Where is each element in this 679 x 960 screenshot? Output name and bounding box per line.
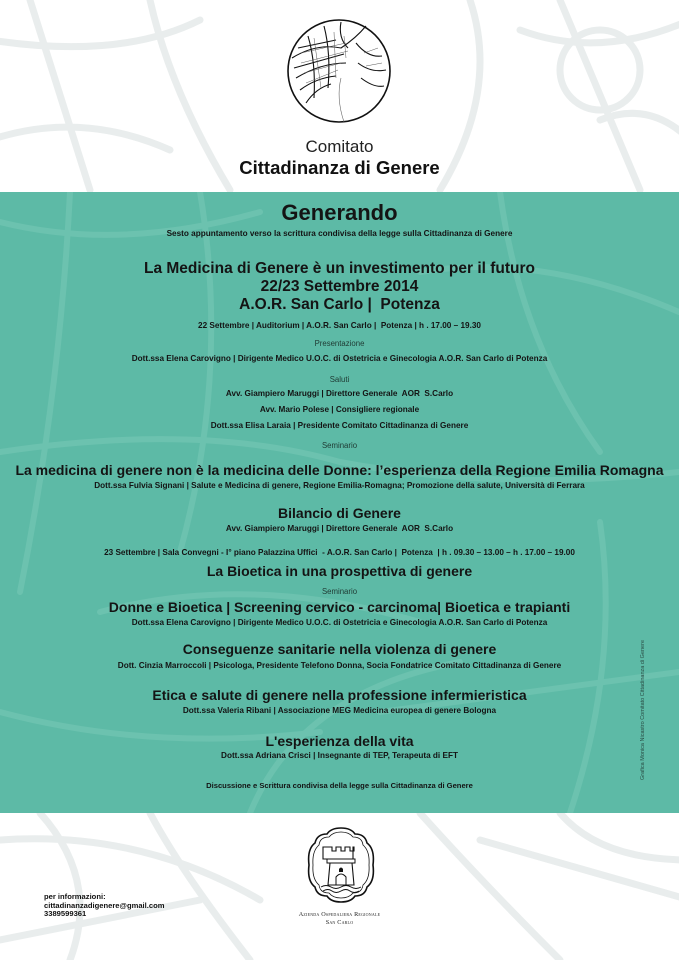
seminario-label: Seminario: [321, 587, 358, 596]
seal-caption-line1: Azienda Ospedaliera Regionale: [298, 911, 381, 918]
graphic-credit: Grafica Monica Nicastro Comitato Cittadinanza di Genere: [640, 639, 646, 780]
saluti-item: Avv. Giampiero Maruggi | Direttore Generale AOR S.Carlo: [225, 389, 454, 398]
event-dates: 22/23 Settembre 2014: [260, 278, 419, 295]
talk-title: Etica e salute di genere nella professione infermieristica: [152, 687, 527, 703]
talk-speaker: Dott.ssa Valeria Ribani | Associazione MEG Medicina europea di genere Bologna: [182, 706, 497, 715]
closing-note: Discussione e Scrittura condivisa della legge sulla Cittadinanza di Genere: [206, 781, 473, 790]
program-band: [0, 192, 679, 813]
saluti-label: Saluti: [329, 375, 350, 384]
seal-caption-line2: San Carlo: [325, 919, 354, 926]
org-name-line2: Cittadinanza di Genere: [239, 157, 440, 178]
talk-title: Donne e Bioetica | Screening cervico - carcinoma| Bioetica e trapianti: [108, 599, 571, 615]
day1-info: 22 Settembre | Auditorium | A.O.R. San Carlo | Potenza | h . 17.00 – 19.30: [198, 321, 481, 330]
city-map-globe-icon: [286, 18, 392, 124]
saluti-item: Dott.ssa Elisa Laraia | Presidente Comitato Cittadinanza di Genere: [210, 421, 469, 430]
castle-tower-seal-icon: [305, 825, 377, 905]
talk-speaker: Dott. Cinzia Marroccoli | Psicologa, Presidente Telefono Donna, Socia Fondatrice Comitato Cittadinanza di Genere: [117, 661, 562, 670]
day2-theme: La Bioetica in una prospettiva di genere: [206, 563, 473, 579]
talk-title: La medicina di genere non è la medicina delle Donne: l’esperienza della Regione Emilia Romagna: [15, 462, 664, 478]
talk-speaker: Avv. Giampiero Maruggi | Direttore Generale AOR S.Carlo: [225, 524, 454, 533]
talk-title: Bilancio di Genere: [278, 505, 401, 521]
saluti-item: Avv. Mario Polese | Consigliere regionale: [259, 405, 420, 414]
presentazione-label: Presentazione: [314, 339, 365, 348]
event-subtitle: Sesto appuntamento verso la scrittura condivisa della legge sulla Cittadinanza di Genere: [166, 229, 513, 238]
talk-speaker: Dott.ssa Adriana Crisci | Insegnante di TEP, Terapeuta di EFT: [221, 751, 458, 760]
org-name-line1: Comitato: [305, 137, 374, 156]
header: [0, 0, 679, 192]
event-venue: A.O.R. San Carlo | Potenza: [239, 296, 440, 313]
talk-title: L'esperienza della vita: [265, 733, 414, 749]
day2-info: 23 Settembre | Sala Convegni - I° piano Palazzina Uffici - A.O.R. San Carlo | Potenza | h . 09.30 – 13.00 – h . 17.00 – 19.00: [104, 548, 575, 557]
event-headline: La Medicina di Genere è un investimento per il futuro: [143, 260, 535, 277]
event-title: Generando: [281, 200, 398, 225]
talk-speaker: Dott.ssa Elena Carovigno | Dirigente Medico U.O.C. di Ostetricia e Ginecologia A.O.R. San Carlo di Potenza: [131, 618, 548, 627]
contact-email[interactable]: cittadinanzadigenere@gmail.com: [44, 900, 165, 910]
seminario-label: Seminario: [321, 441, 358, 450]
contact-label: per informazioni:: [44, 892, 106, 901]
contact-phone: 3389599361: [44, 909, 87, 919]
talk-title: Conseguenze sanitarie nella violenza di genere: [182, 641, 497, 657]
talk-speaker: Dott.ssa Fulvia Signani | Salute e Medicina di genere, Regione Emilia-Romagna; Promozione della salute, Università di Ferrara: [94, 481, 585, 490]
presentazione-speaker: Dott.ssa Elena Carovigno | Dirigente Medico U.O.C. di Ostetricia e Ginecologia A.O.R. San Carlo di Potenza: [131, 354, 548, 363]
